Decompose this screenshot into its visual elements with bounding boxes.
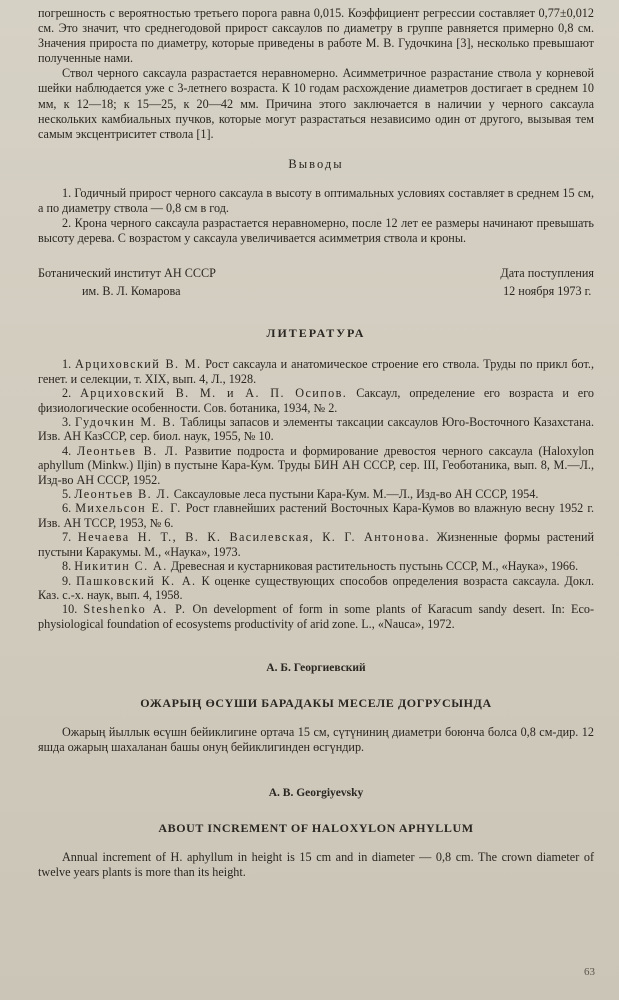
turkmen-summary-title: ОЖАРЫҢ ӨСҮШИ БАРАДАКЫ МЕСЕЛЕ ДОГРУСЫНДА xyxy=(140,696,492,711)
english-summary-title: ABOUT INCREMENT OF HALOXYLON APHYLLUM xyxy=(158,820,474,835)
reference-author: Михельсон Е. Г. xyxy=(75,501,182,516)
conclusions-heading: Выводы xyxy=(288,156,344,171)
reference-item: 4. Леонтьев В. Л. Развитие подроста и формирование древостоя черного саксаула (Haloxylon aphyllum (Minkw.) Iljin) в пустыне Кара-Кум. Труды БИН АН СССР, сер. III, Геоботаника, вып. 8, М.—Л., Изд-во АН СССР, 1952. xyxy=(38,443,594,487)
received-date: 12 ноября 1973 г. xyxy=(503,284,592,299)
reference-item: 8. Никитин С. А. Древесная и кустарниковая растительность пустынь СССР, М., «Наука», 1966. xyxy=(62,559,579,574)
conclusion-item: 2. Крона черного саксаула разрастается неравномерно, после 12 лет ее размеры начинают превышать высоту дерева. С возрастом у саксаула увеличивается асимметрия ствола и кроны. xyxy=(38,216,594,246)
page-number: 63 xyxy=(584,966,595,978)
reference-item: 10. Steshenko A. P. On development of form in some plants of Karacum sandy desert. In: Eco-physiological foundation of ecosystems productivity of arid zone. L., «Nauca», 1972. xyxy=(38,602,595,631)
reference-author: Нечаева Н. Т., В. К. Василевская, К. Г. Антонова. xyxy=(77,530,430,545)
reference-item: 6. Михельсон Е. Г. Рост главнейших растений Восточных Кара-Кумов во влажную весну 1952 г. Изв. АН ТССР, 1953, № 6. xyxy=(38,501,594,530)
conclusion-item: 1. Годичный прирост черного саксаула в высоту в оптимальных условиях составляет в среднем 15 см, а по диаметру ствола — 0,8 см в год. xyxy=(38,185,594,216)
reference-item: 2. Арциховский В. М. и А. П. Осипов. Саксаул, определение его возраста и его физиологические особенности. Сов. ботаника, 1934, № 2. xyxy=(38,386,595,415)
reference-author: Гудочкин М. В. xyxy=(74,415,177,430)
reference-author: Steshenko A. P. xyxy=(83,602,187,617)
turkmen-summary-text: Ожарың йыллык өсүшн бейиклигинe ортача 15 см, сүтүниниң диаметри боюнча болса 0,8 см-дир. 12 яшда ожарың шахаланан башы онуң бейиклигинден өсгүндир. xyxy=(38,725,594,755)
intro-paragraph-2: Ствол черного саксаула разрастается неравномерно. Асимметричное разрастание ствола у корневой шейки наблюдается уже с 3-летнего возраста. К 10 годам расхождение диаметров достигает в среднем 10 мм, к 12—18; к 15—25, к 20—42 мм. Причина этого заключается в наличии у черного саксаула нескольких камбиальных пучков, которые могут разрастаться независимо один от другого, вызывая тем самым эксцентриситет ствола [1]. xyxy=(38,66,594,141)
reference-item: 7. Нечаева Н. Т., В. К. Василевская, К. Г. Антонова. Жизненные формы растений пустыни Каракумы. М., «Наука», 1973. xyxy=(38,530,595,559)
institute-block xyxy=(38,264,216,300)
conclusions-list xyxy=(38,186,594,246)
english-summary-text: Annual increment of H. aphyllum in height is 15 cm and in diameter — 0,8 cm. The crown diameter of twelve years plants is more than its height. xyxy=(38,849,594,879)
references-list xyxy=(38,357,594,631)
institute-name: Ботанический институт АН СССР xyxy=(38,266,216,281)
reference-item: 1. Арциховский В. М. Рост саксаула и анатомическое строение его ствола. Труды по прикл бот., генет. и селекции, т. XIX, вып. 4, Л., 1928. xyxy=(38,357,594,386)
received-date-label: Дата поступления xyxy=(500,266,594,281)
reference-item: 3. Гудочкин М. В. Таблицы запасов и элементы таксации саксаулов Юго-Восточного Казахстана. Изв. АН КазССР, сер. биол. наук, 1955, № 10. xyxy=(38,415,595,444)
intro-paragraph-1: погрешность с вероятностью третьего порога равна 0,015. Коэффициент регрессии составляет 0,77±0,012 см. Это значит, что среднегодовой прирост саксаулов по диаметру в группе равняется примерно 0,8 см. Значения прироста по диаметру, которые приведены в работе М. В. Гудочкина [3], несколько превышают полученные нами. xyxy=(38,6,594,66)
received-date-block xyxy=(500,264,594,300)
reference-author: Леонтьев В. Л. xyxy=(74,487,171,502)
institute-name-suffix: им. В. Л. Комарова xyxy=(82,284,181,299)
page-content xyxy=(38,6,594,880)
english-summary-author: A. B. Georgiyevsky xyxy=(268,786,364,799)
reference-author: Никитин С. А. xyxy=(74,559,168,574)
reference-author: Пашковский К. А. xyxy=(76,573,197,588)
reference-author: Арциховский В. М. xyxy=(75,357,202,372)
reference-author: Арциховский В. М. и А. П. Осипов. xyxy=(80,386,348,401)
signature-block xyxy=(38,264,594,300)
reference-author: Леонтьев В. Л. xyxy=(76,443,179,458)
reference-item: 5. Леонтьев В. Л. Саксауловые леса пустыни Кара-Кум. М.—Л., Изд-во АН СССР, 1954. xyxy=(62,487,539,502)
reference-item: 9. Пашковский К. А. К оценке существующих способов определения возраста саксаула. Докл. Каз. с.-х. наук, вып. 4, 1958. xyxy=(38,573,595,602)
references-heading: ЛИТЕРАТУРА xyxy=(266,326,366,341)
turkmen-summary-author: А. Б. Георгиевский xyxy=(266,662,366,675)
